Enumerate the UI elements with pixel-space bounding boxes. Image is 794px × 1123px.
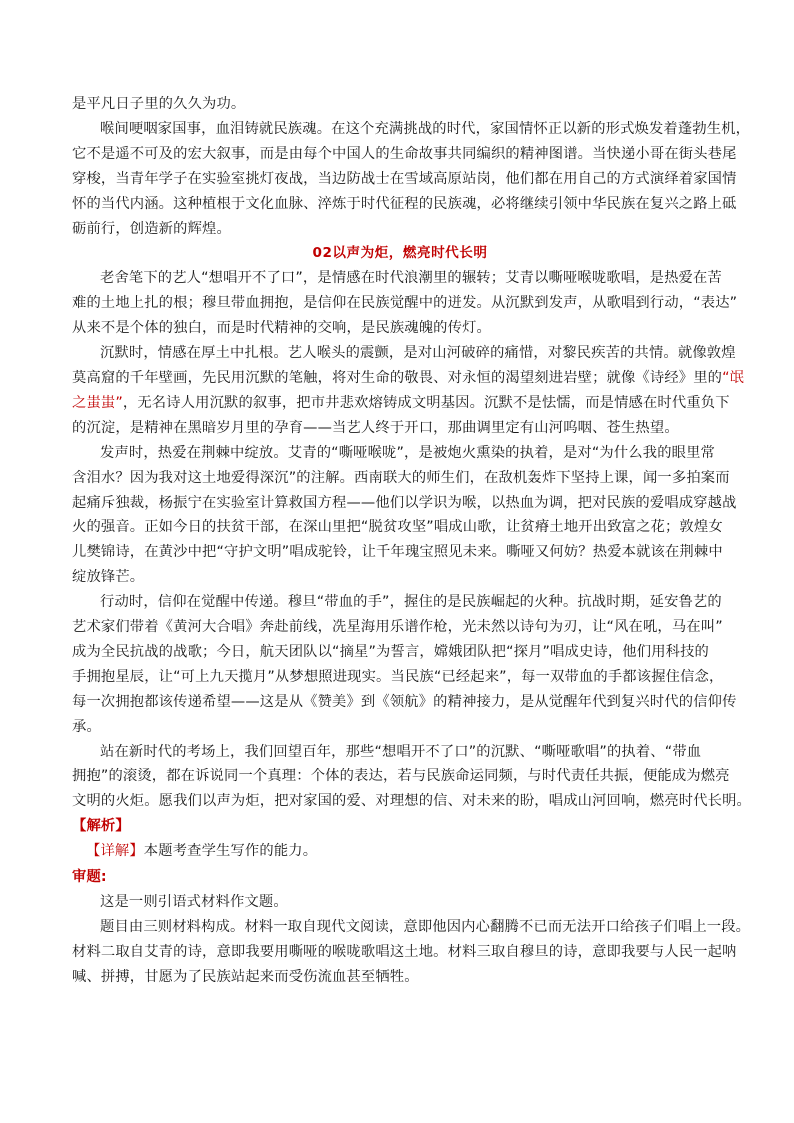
text-line: 成为全民抗战的战歌；今日，航天团队以“摘星”为誓言，嫦娥团队把“探月”唱成史诗，他们用科技的 [72, 643, 709, 660]
text-line: 喉间哽咽家国事，血泪铸就民族魂。在这个充满挑战的时代，家国情怀正以新的形式焕发着蓬勃生机， [100, 120, 751, 137]
paragraph-voice [72, 441, 737, 590]
text-line: 发声时，热爱在荆棘中绽放。艾青的“嘶哑喉咙”，是被炮火熏染的执着，是对“为什么我的眼里常 [100, 444, 715, 461]
text-line: 从来不是个体的独白，而是时代精神的交响，是民族魂魄的传灯。 [72, 320, 491, 337]
text-line: 是平凡日子里的久久为功。 [72, 96, 246, 112]
text-line: 艺术家们带着《黄河大合唱》奔赴前线，冼星海用乐谱作枪，光未然以诗句为刃，让“风在吼，马在叫” [72, 619, 723, 636]
paragraph-conclusion [72, 740, 751, 815]
text-line: 承。 [72, 718, 101, 735]
text-line: 题目由三则材料构成。材料一取自现代文阅读，意即他因内心翻腾不已而无法开口给孩子们唱上一段。 [100, 918, 751, 935]
red-quote-mark: “ [722, 369, 730, 386]
paragraph-family-nation [72, 117, 751, 242]
text-line: 沉默时，情感在厚土中扎根。艺人喉头的震颤，是对山河破碎的痛惜，对黎民疾苦的共情。就像敦煌 [100, 345, 736, 362]
detail-tag: 【详解】 [86, 843, 144, 860]
text-line: 穿梭，当青年学子在实验室挑灯夜战，当边防战士在雪域高原站岗，他们都在用自己的方式演绎着家国情 [72, 170, 737, 187]
detail-text: 本题考查学生写作的能力。 [143, 843, 318, 860]
text-line: 站在新时代的考场上，我们回望百年，那些“想唱开不了口”的沉默、“嘶哑歌唱”的执着、“带血 [100, 743, 702, 760]
text-line: 材料二取自艾青的诗，意即我要用嘶哑的喉咙歌唱这土地。材料三取自穆旦的诗，意即我要与人民一起呐 [72, 943, 737, 960]
review-label: 审题: [72, 868, 107, 885]
paragraph-intro [72, 266, 738, 341]
text-line [72, 366, 745, 391]
text-line: 文明的火炬。愿我们以声为炬，把对家国的爱、对理想的信、对未来的盼，唱成山河回响，燃亮时代长明。 [72, 793, 751, 810]
text-line: 含泪水？因为我对这土地爱得深沉”的注解。西南联大的师生们，在敌机轰炸下坚持上课，闻一多拍案而 [72, 469, 730, 486]
text-line: 每一次拥抱都该传递希望——这是从《赞美》到《领航》的精神接力，是从觉醒年代到复兴时代的信仰传 [72, 693, 737, 710]
red-quote-fragment: 氓 [729, 369, 745, 386]
text-line: 的沉淀，是精神在黑暗岁月里的孕育——当艺人终于开口，那曲调里定有山河呜咽、苍生热望。 [72, 419, 679, 436]
text-line: 儿樊锦诗，在黄沙中把“守护文明”唱成驼铃，让千年瑰宝照见未来。嘶哑又何妨？热爱本就该在荆棘中 [72, 544, 723, 561]
text-line: 手拥抱星辰，让“可上九天揽月”从梦想照进现实。当民族“已经起来”，每一双带血的手都该握住信念， [72, 668, 724, 685]
text-line: 拥抱”的滚烫，都在诉说同一个真理：个体的表达，若与民族命运同频，与时代责任共振，便能成为燃亮 [72, 768, 730, 785]
text-line: 老舍笔下的艺人“想唱开不了口”，是情感在时代浪潮里的辗转；艾青以嘶哑喉咙歌唱，是热爱在苦 [100, 270, 722, 287]
review-paragraph-2 [72, 915, 751, 990]
analysis-label: 【解析】 [72, 818, 130, 835]
document-page [72, 92, 751, 990]
text-segment: 莫高窟的千年壁画，先民用沉默的笔触，将对生命的敬畏、对永恒的渴望刻进岩壁；就像《诗经》里的“ [72, 369, 730, 386]
detail-line [72, 839, 728, 864]
text-line: 行动时，信仰在觉醒中传递。穆旦“带血的手”，握住的是民族崛起的火种。抗战时期，延安鲁艺的 [100, 594, 722, 611]
text-line: 喊、拼搏，甘愿为了民族站起来而受伤流血甚至牺牲。 [72, 968, 419, 985]
text-segment: ，无名诗人用沉默的叙事，把市井悲欢熔铸成文明基因。沉默不是怯懦，而是情感在时代重负下 [122, 394, 730, 411]
red-quote-fragment: 之蚩蚩” [72, 394, 123, 411]
review-paragraph-1: 这是一则引语式材料作文题。 [100, 893, 288, 910]
text-line: 难的土地上扎的根；穆旦带血拥抱，是信仰在民族觉醒中的迸发。从沉默到发声，从歌唱到行动，“表达” [72, 295, 738, 312]
paragraph-action [72, 590, 737, 739]
essay-heading: 02以声为炬，燃亮时代长明 [312, 245, 488, 262]
paragraph-continuation [72, 92, 728, 117]
text-line: 它不是遥不可及的宏大叙事，而是由每个中国人的生命故事共同编织的精神图谱。当快递小哥在街头巷尾 [72, 145, 737, 162]
text-line [72, 391, 728, 416]
text-line: 怀的当代内涵。这种植根于文化血脉、淬炼于时代征程的民族魂，必将继续引领中华民族在复兴之路上砥 [72, 195, 737, 212]
text-line: 火的强音。正如今日的扶贫干部，在深山里把“脱贫攻坚”唱成山歌，让贫瘠土地开出致富之花；敦煌女 [72, 519, 723, 536]
text-line: 砺前行，创造新的辉煌。 [72, 220, 231, 237]
paragraph-silence [72, 341, 745, 441]
text-line: 绽放锋芒。 [72, 569, 145, 586]
text-line: 起痛斥独裁，杨振宁在实验室计算救国方程——他们以学识为喉，以热血为调，把对民族的爱唱成穿越战 [72, 494, 737, 511]
